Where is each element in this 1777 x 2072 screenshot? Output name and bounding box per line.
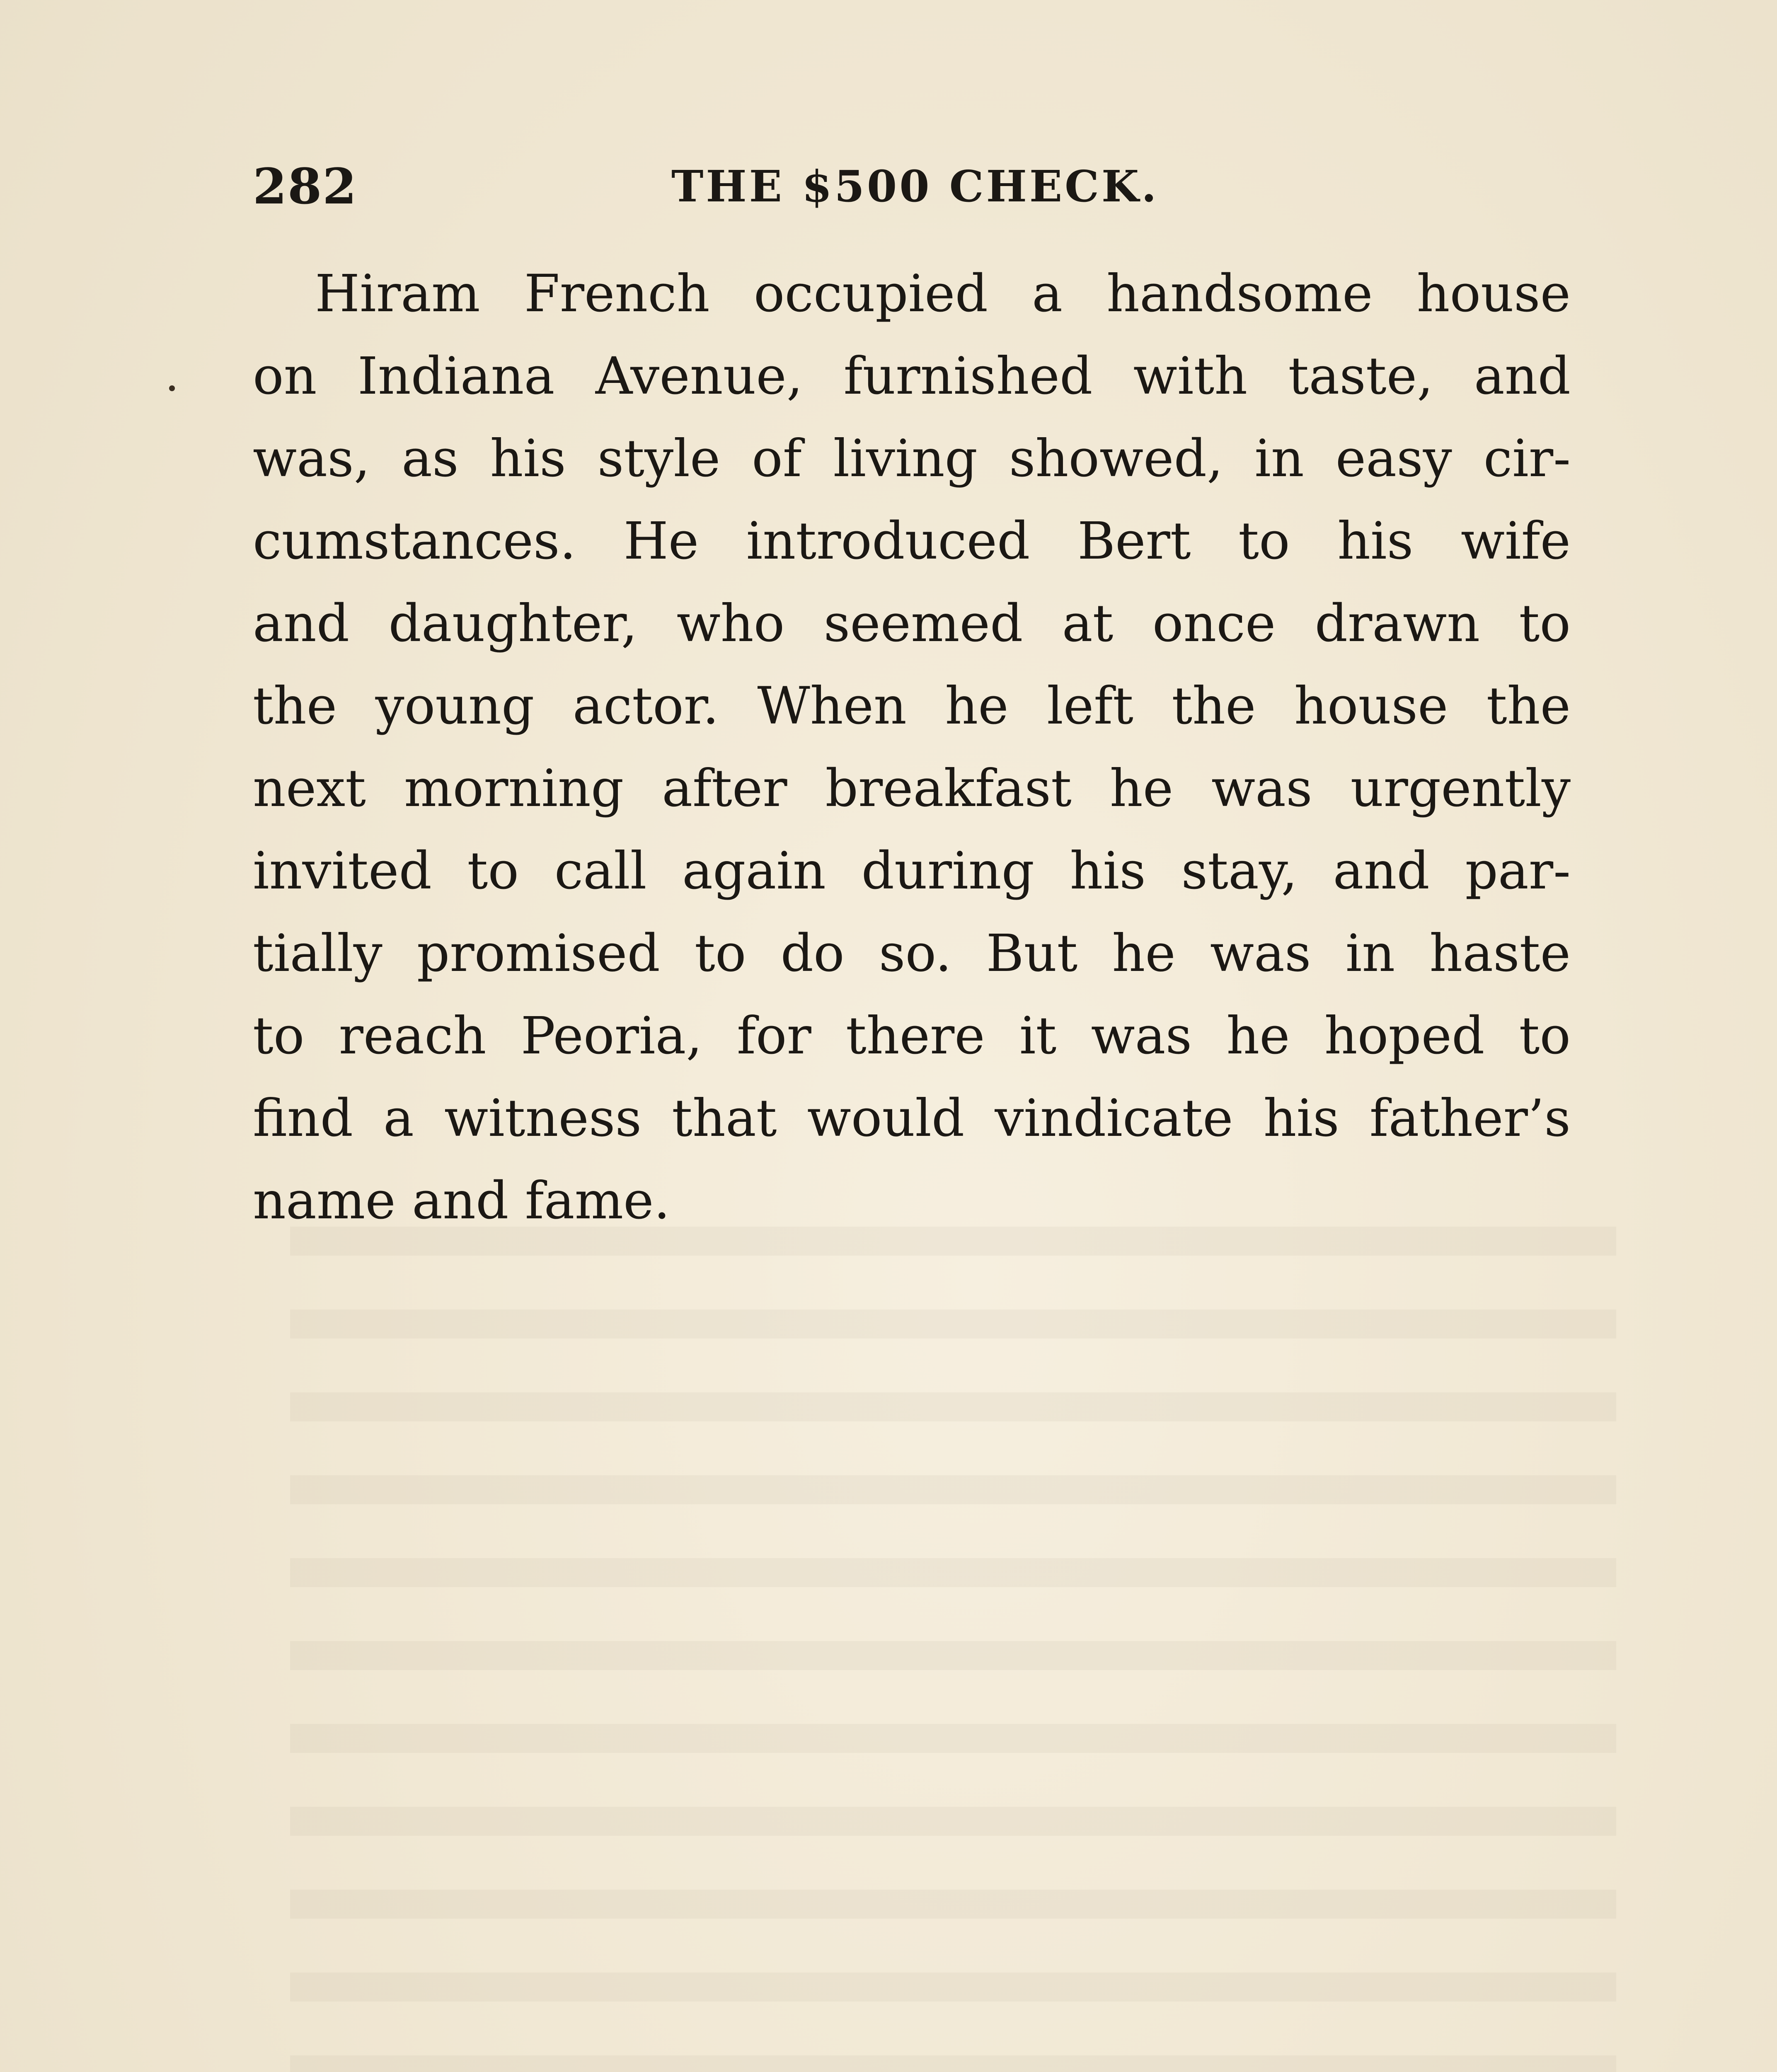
text-line: name and fame. (253, 1171, 670, 1231)
text-line: cumstances. He introduced Bert to his wife (253, 511, 1571, 571)
text-line: the young actor. When he left the house the (253, 676, 1571, 736)
text-line: invited to call again during his stay, and par- (253, 841, 1571, 901)
text-line: tially promised to do so. But he was in haste (253, 924, 1571, 983)
running-head (253, 149, 1571, 224)
text-line: was, as his style of living showed, in easy cir- (253, 429, 1571, 489)
text-line: find a witness that would vindicate his father’s (253, 1089, 1571, 1148)
text-line: and daughter, who seemed at once drawn to (253, 594, 1571, 654)
paragraph (253, 253, 1571, 1242)
page-number: 282 (253, 157, 358, 215)
text-line: to reach Peoria, for there it was he hoped to (253, 1006, 1571, 1066)
text-line: next morning after breakfast he was urgently (253, 759, 1571, 818)
text-line: on Indiana Avenue, furnished with taste, and (253, 346, 1571, 406)
paper-speck (169, 385, 175, 391)
text-line: Hiram French occupied a handsome house (315, 264, 1571, 324)
bleed-through-text (290, 1227, 1616, 2072)
running-title: THE $500 CHECK. (671, 161, 1159, 212)
